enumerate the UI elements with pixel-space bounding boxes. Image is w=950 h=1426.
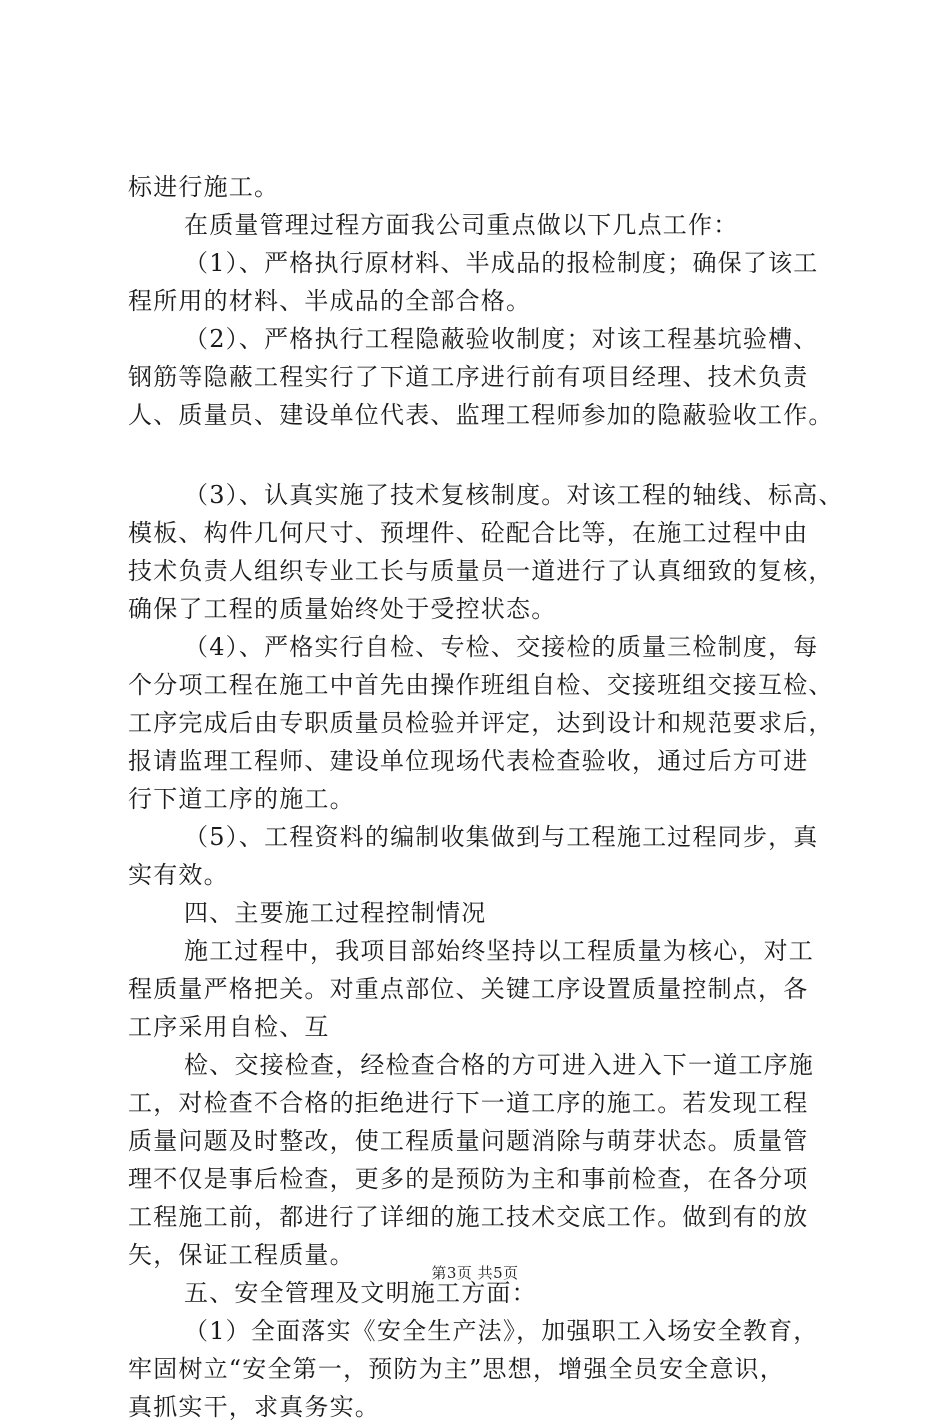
text-line: （3）、认真实施了技术复核制度。对该工程的轴线、标高、: [184, 481, 844, 509]
text-line: 模板、构件几何尺寸、预埋件、砼配合比等，在施工过程中由: [128, 519, 809, 547]
text-line: 报请监理工程师、建设单位现场代表检查验收，通过后方可进: [128, 747, 809, 775]
page-footer: 第3页 共5页: [431, 1264, 519, 1282]
body-text: [128, 168, 848, 1426]
text-line: 技术负责人组织专业工长与质量员一道进行了认真细致的复核，: [128, 557, 834, 585]
text-line: 真抓实干，求真务实。: [128, 1393, 380, 1421]
text-line: 在质量管理过程方面我公司重点做以下几点工作：: [184, 211, 739, 239]
text-line: 工，对检查不合格的拒绝进行下一道工序的施工。若发现工程: [128, 1089, 809, 1117]
text-line: 工程施工前，都进行了详细的施工技术交底工作。做到有的放: [128, 1203, 809, 1231]
text-line: 工序采用自检、互: [128, 1013, 330, 1041]
text-line: 人、质量员、建设单位代表、监理工程师参加的隐蔽验收工作。: [128, 401, 834, 429]
text-line: 实有效。: [128, 861, 229, 889]
text-line: 个分项工程在施工中首先由操作班组自检、交接班组交接互检、: [128, 671, 834, 699]
text-line: 矢，保证工程质量。: [128, 1241, 355, 1269]
text-line: 牢固树立“安全第一，预防为主”思想，增强全员安全意识，: [128, 1355, 785, 1383]
text-line: 理不仅是事后检查，更多的是预防为主和事前检查，在各分项: [128, 1165, 809, 1193]
text-line: 标进行施工。: [128, 173, 280, 201]
text-line: 施工过程中，我项目部始终坚持以工程质量为核心，对工: [184, 937, 814, 965]
text-line: （5）、工程资料的编制收集做到与工程施工过程同步，真: [184, 823, 819, 851]
section-heading: 五、安全管理及文明施工方面：: [184, 1279, 537, 1307]
paragraph-gap: [128, 434, 848, 476]
text-line: 行下道工序的施工。: [128, 785, 355, 813]
text-line: 工序完成后由专职质量员检验并评定，达到设计和规范要求后，: [128, 709, 834, 737]
text-line: （2）、严格执行工程隐蔽验收制度；对该工程基坑验槽、: [184, 325, 819, 353]
text-line: 程所用的材料、半成品的全部合格。: [128, 287, 532, 315]
text-line: 检、交接检查，经检查合格的方可进入进入下一道工序施: [184, 1051, 814, 1079]
text-line: 质量问题及时整改，使工程质量问题消除与萌芽状态。质量管: [128, 1127, 809, 1155]
text-line: 程质量严格把关。对重点部位、关键工序设置质量控制点，各: [128, 975, 809, 1003]
text-line: （1）、严格执行原材料、半成品的报检制度；确保了该工: [184, 249, 819, 277]
text-line: （4）、严格实行自检、专检、交接检的质量三检制度，每: [184, 633, 819, 661]
section-heading: 四、主要施工过程控制情况: [184, 899, 487, 927]
text-line: （1）全面落实《安全生产法》，加强职工入场安全教育，: [184, 1317, 819, 1345]
text-line: 确保了工程的质量始终处于受控状态。: [128, 595, 557, 623]
text-line: 钢筋等隐蔽工程实行了下道工序进行前有项目经理、技术负责: [128, 363, 809, 391]
